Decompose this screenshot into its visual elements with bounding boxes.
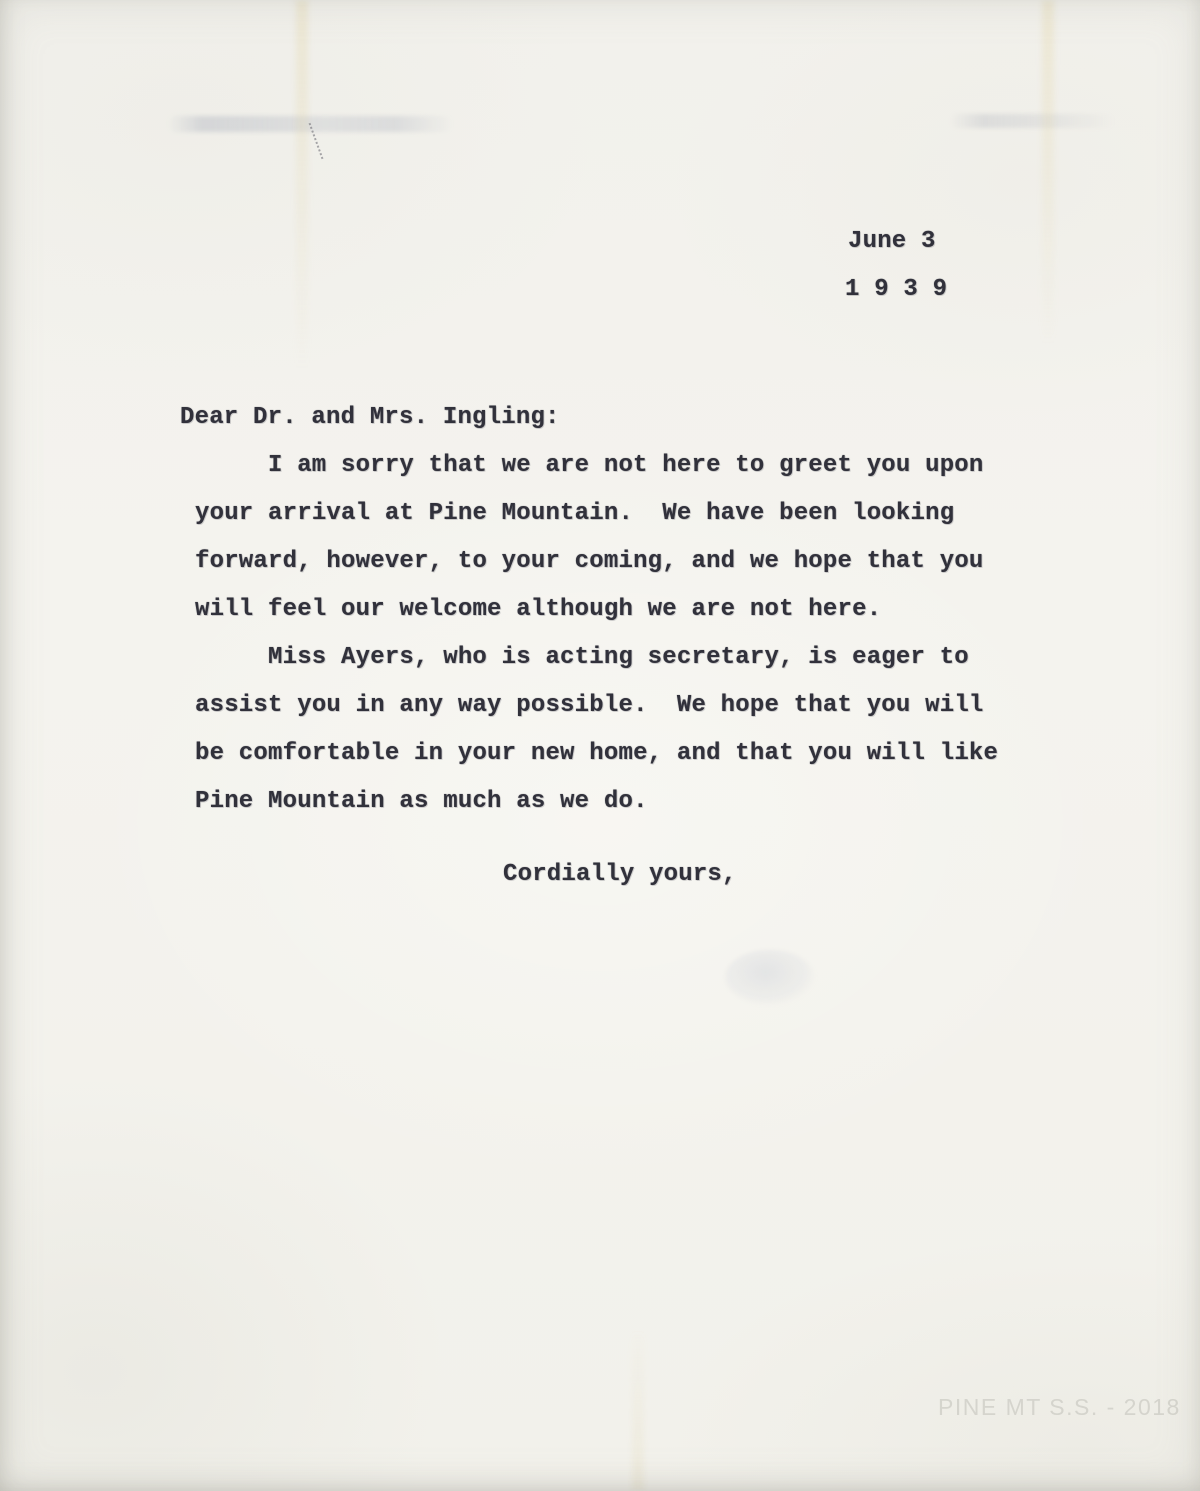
paper-streak xyxy=(296,0,308,370)
body-line: will feel our welcome although we are not here. xyxy=(195,596,882,623)
body-line: Miss Ayers, who is acting secretary, is eager to xyxy=(268,644,969,671)
erased-pencil-smudge-middle xyxy=(725,950,815,1005)
body-line: I am sorry that we are not here to greet you upon xyxy=(268,452,984,479)
body-line: your arrival at Pine Mountain. We have been looking xyxy=(195,500,955,527)
body-line: Pine Mountain as much as we do. xyxy=(195,788,648,815)
body-line: assist you in any way possible. We hope that you will xyxy=(195,692,984,719)
paper-scratch-mark xyxy=(309,123,324,159)
paper-streak xyxy=(632,1330,644,1490)
salutation: Dear Dr. and Mrs. Ingling: xyxy=(180,404,560,431)
erased-pencil-smudge-top-right xyxy=(950,114,1115,128)
closing-salutation: Cordially yours, xyxy=(503,861,737,888)
typed-date-month-day: June 3 xyxy=(848,228,936,255)
archive-watermark: PINE MT S.S. - 2018 xyxy=(938,1394,1181,1420)
body-line: be comfortable in your new home, and that you will like xyxy=(195,740,999,767)
typed-date-year: 1 9 3 9 xyxy=(845,276,948,303)
paper-streak xyxy=(1042,0,1054,345)
body-line: forward, however, to your coming, and we hope that you xyxy=(195,548,984,575)
